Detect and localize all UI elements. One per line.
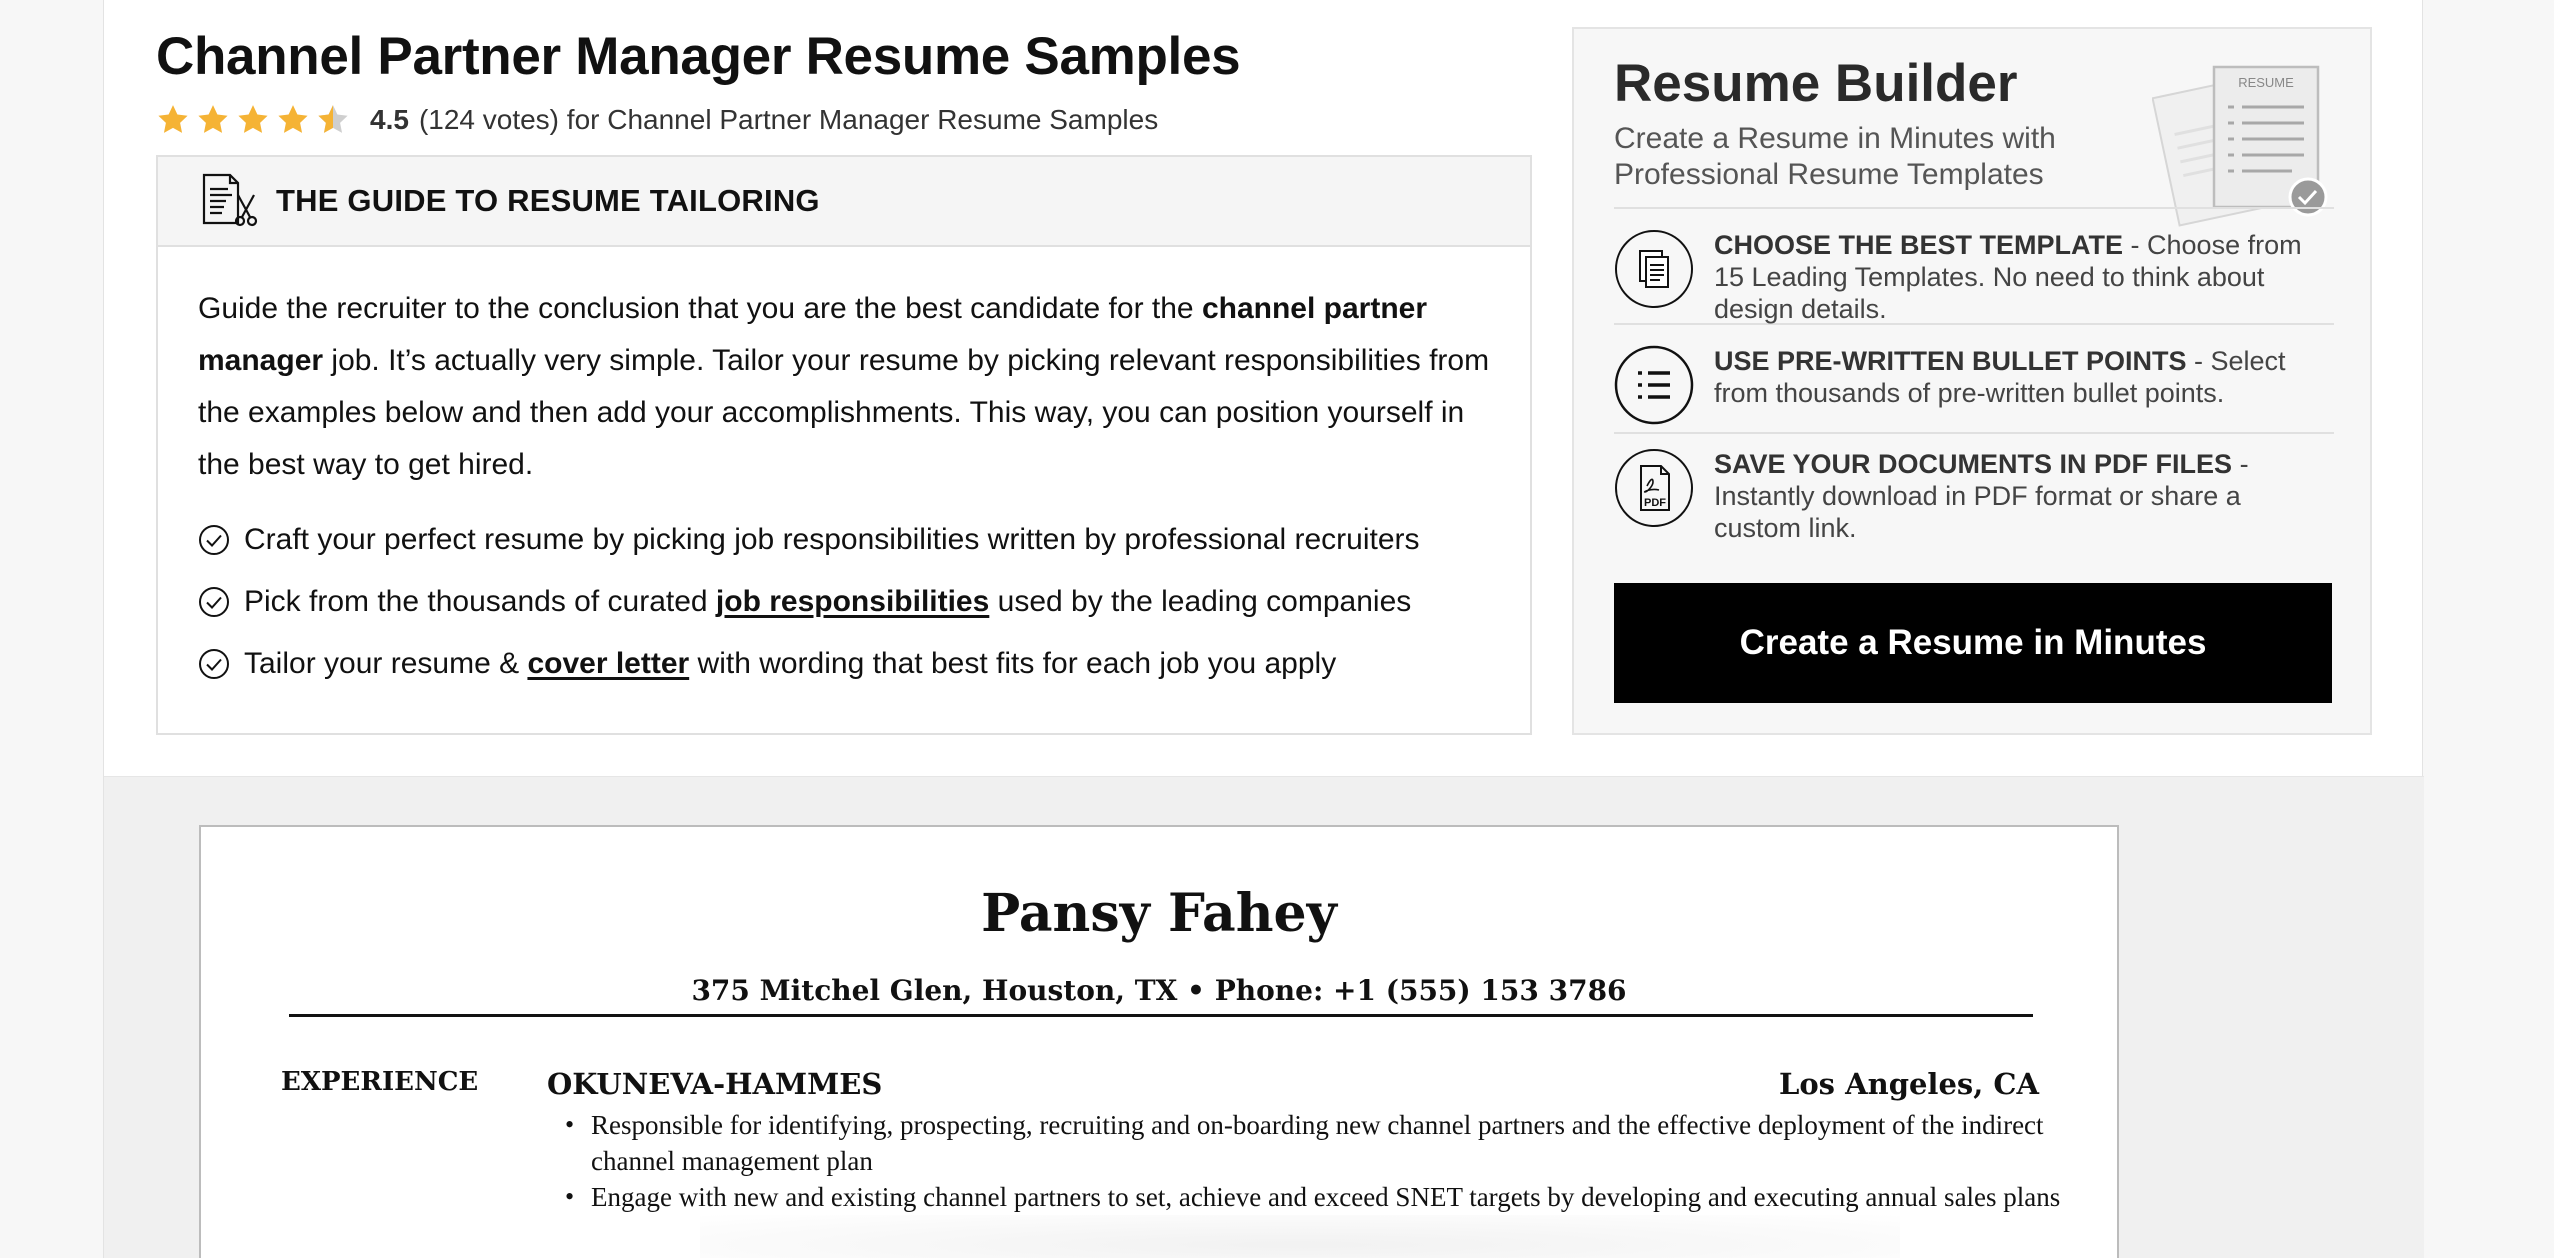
star-icon <box>276 103 310 137</box>
resume-builder-card <box>1572 27 2372 735</box>
checklist-text: Craft your perfect resume by picking job responsibilities written by professional recruiters <box>244 523 1420 556</box>
resume-contact: 375 Mitchel Glen, Houston, TX • Phone: +1 (555) 153 3786 <box>691 974 1627 1007</box>
feature-description: - Select from thousands of pre-written bullet points. <box>1714 346 2286 408</box>
resume-name: Pansy Fahey <box>981 883 1337 944</box>
job-responsibilities-link[interactable]: job responsibilities <box>715 585 990 618</box>
builder-subtitle: Create a Resume in Minutes with Professional Resume Templates <box>1614 122 2056 191</box>
star-icon <box>196 103 230 137</box>
star-half-icon <box>316 103 350 137</box>
check-circle-icon <box>198 586 230 618</box>
feature-text <box>1714 229 2334 323</box>
cover-letter-link[interactable]: cover letter <box>527 647 690 680</box>
star-icon <box>236 103 270 137</box>
page-title: Channel Partner Manager Resume Samples <box>156 27 1241 86</box>
rating-bar <box>156 100 1158 140</box>
scroll-fade <box>700 1215 1900 1258</box>
document-scissors-icon <box>198 171 258 231</box>
list-icon <box>1614 345 1694 425</box>
checklist-text-post: used by the leading companies <box>989 585 1412 618</box>
guide-intro <box>198 283 1490 491</box>
rating-score: 4.5 <box>370 104 409 135</box>
star-icon <box>156 103 190 137</box>
feature-description: - Instantly download in PDF format or share a custom link. <box>1714 449 2249 543</box>
feature-text <box>1714 448 2334 564</box>
guide-body <box>158 247 1530 695</box>
feature-heading: USE PRE-WRITTEN BULLET POINTS <box>1714 346 2187 376</box>
guide-intro-job-title: channel partner manager <box>198 292 1428 377</box>
resume-divider <box>289 1014 2033 1017</box>
pdf-icon <box>1614 448 1694 528</box>
rating-stars[interactable] <box>156 103 350 137</box>
resume-bullet: • Engage with new and existing channel partners to set, achieve and exceed SNET targets by developing and executing annual sales plans <box>547 1179 2067 1215</box>
feature-choose-template <box>1614 207 2334 323</box>
check-circle-icon <box>198 524 230 556</box>
builder-title: Resume Builder <box>1614 54 2018 113</box>
checklist-text-pre: Tailor your resume & <box>244 647 528 680</box>
checklist-item <box>198 571 1490 633</box>
resume-bullets <box>547 1107 2067 1215</box>
resume-location: Los Angeles, CA <box>1778 1067 2039 1101</box>
guide-checklist <box>198 509 1490 695</box>
tailoring-guide <box>156 155 1532 735</box>
feature-heading: CHOOSE THE BEST TEMPLATE <box>1714 230 2124 260</box>
builder-features <box>1614 207 2334 564</box>
feature-heading: SAVE YOUR DOCUMENTS IN PDF FILES <box>1714 449 2233 479</box>
resume-bullet: • Responsible for identifying, prospecting, recruiting and on-boarding new channel partners and the effective deployment of the indirect channel management plan <box>547 1107 2067 1179</box>
template-icon <box>1614 229 1694 309</box>
resume-preview[interactable] <box>199 825 2119 1258</box>
checklist-text <box>244 585 1411 619</box>
checklist-text <box>244 647 1336 681</box>
guide-header <box>158 157 1530 247</box>
feature-bullet-points <box>1614 323 2334 432</box>
checklist-item <box>198 509 1490 571</box>
resume-section-label: EXPERIENCE <box>281 1067 479 1097</box>
resume-documents-illustration <box>2152 57 2342 227</box>
checklist-item <box>198 633 1490 695</box>
rating-votes: (124 votes) for Channel Partner Manager Resume Samples <box>418 104 1159 135</box>
guide-title: THE GUIDE TO RESUME TAILORING <box>276 183 820 218</box>
checklist-text-post: with wording that best fits for each job you apply <box>689 647 1337 680</box>
feature-text <box>1714 345 2334 432</box>
feature-pdf-files <box>1614 432 2334 564</box>
resume-company: OKUNEVA-HAMMES <box>547 1067 883 1101</box>
guide-intro-text: Guide the recruiter to the conclusion that you are the best candidate for the <box>198 292 1202 325</box>
pdf-icon-label: PDF <box>1644 497 1666 509</box>
create-resume-button[interactable]: Create a Resume in Minutes <box>1614 583 2332 703</box>
guide-intro-text-2: job. It’s actually very simple. Tailor your resume by picking relevant responsibilities from the examples below and then add your accomplishments. This way, you can position yourself in the best way to get hired. <box>198 344 1490 481</box>
illustration-label: RESUME <box>2238 75 2294 90</box>
check-circle-icon <box>198 648 230 680</box>
checklist-text-pre: Pick from the thousands of curated <box>244 585 716 618</box>
feature-description: - Choose from 15 Leading Templates. No need to think about design details. <box>1714 230 2302 324</box>
